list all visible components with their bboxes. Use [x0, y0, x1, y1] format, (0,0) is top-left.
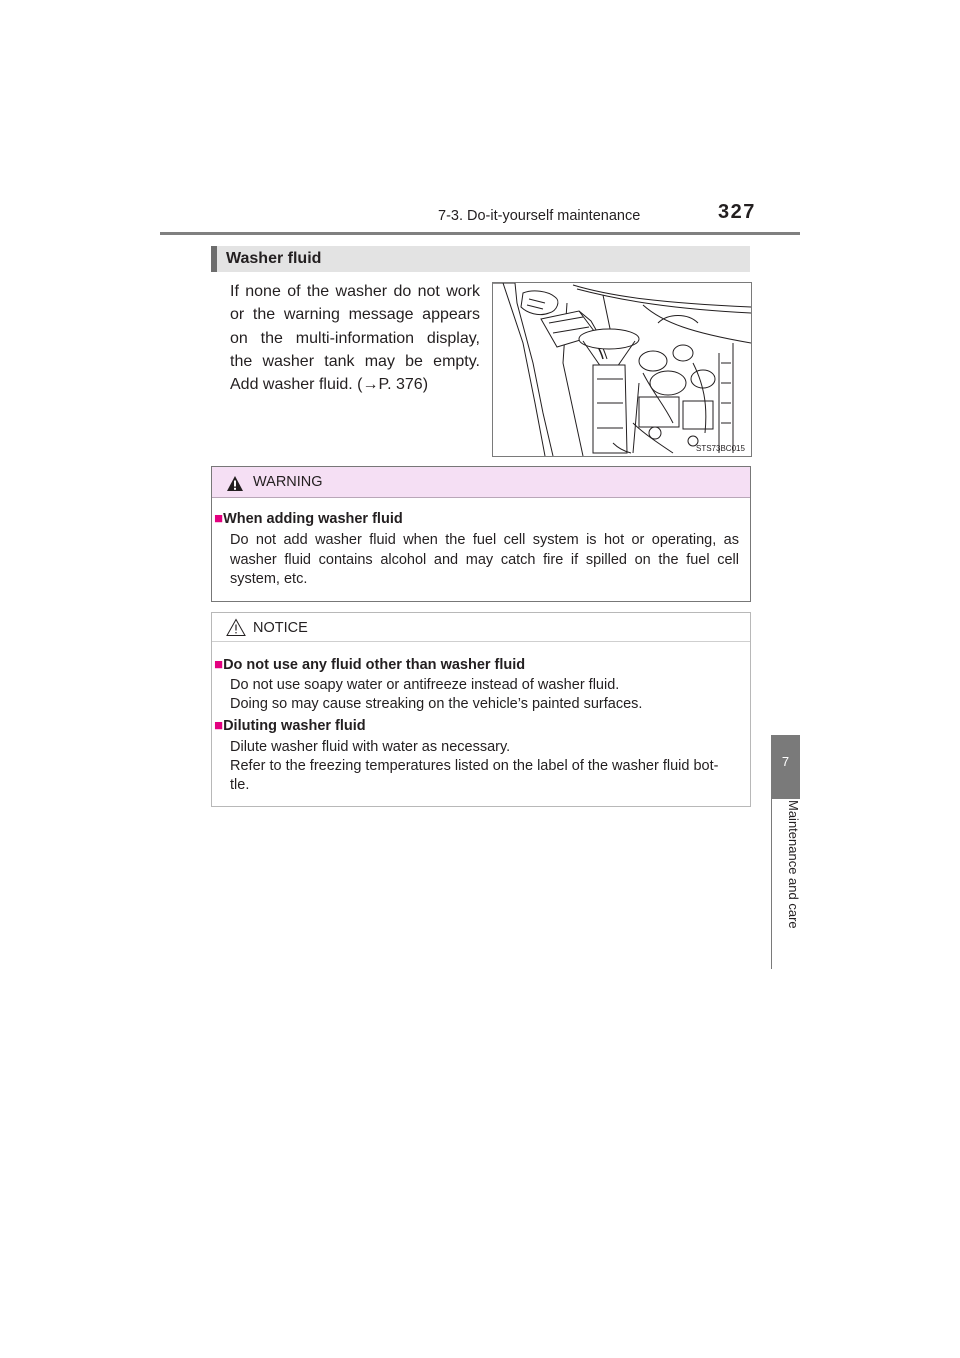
chapter-number: 7 [781, 754, 790, 769]
running-header-section: 7-3. Do-it-yourself maintenance [438, 208, 641, 224]
notice-item-text [230, 739, 742, 794]
caution-triangle-icon [226, 618, 246, 642]
notice-item-heading: Diluting washer fluid [223, 718, 366, 734]
notice-item-line: Do not use soapy water or antifreeze instead of washer fluid. [230, 677, 620, 693]
header-rule [160, 232, 800, 235]
section-title: Washer fluid [226, 250, 322, 267]
notice-item-heading-row [214, 717, 366, 735]
chapter-tab-line [771, 799, 772, 969]
notice-item-heading-row [214, 656, 525, 674]
section-title-marker [211, 246, 217, 272]
page-number: 327 [718, 201, 756, 223]
chapter-title: Maintenance and care [786, 800, 801, 929]
notice-item-text [230, 677, 742, 713]
notice-item-heading: Do not use any fluid other than washer fluid [223, 657, 526, 673]
notice-item-line: Doing so may cause streaking on the vehicle’s painted surfaces. [230, 696, 643, 712]
warning-item-heading-row [214, 510, 403, 528]
section-body-text: If none of the washer do not work or the warning message appears on the multi-information display, the washer tank may be empty. Add washer fluid. (→P. 376) [230, 283, 480, 394]
bullet-square-icon: ■ [214, 656, 224, 673]
illustration-code: STS73BC015 [696, 444, 745, 453]
notice-item-line: Refer to the freezing temperatures listed on the label of the washer fluid bot- [230, 758, 719, 774]
notice-item-line: Dilute washer fluid with water as necessary. [230, 739, 511, 755]
notice-header-rule [212, 641, 750, 642]
warning-label: WARNING [253, 474, 323, 490]
bullet-square-icon: ■ [214, 510, 224, 527]
warning-icon [226, 475, 244, 497]
washer-fluid-illustration [492, 282, 752, 457]
notice-item-line: tle. [230, 777, 250, 793]
notice-label: NOTICE [253, 620, 308, 636]
warning-item-text: Do not add washer fluid when the fuel cell system is hot or operating, as washer fluid contains alcohol and may catch fire if spilled on the fuel cell system, etc. [230, 532, 739, 587]
warning-item-heading: When adding washer fluid [223, 511, 403, 527]
bullet-square-icon: ■ [214, 717, 224, 734]
